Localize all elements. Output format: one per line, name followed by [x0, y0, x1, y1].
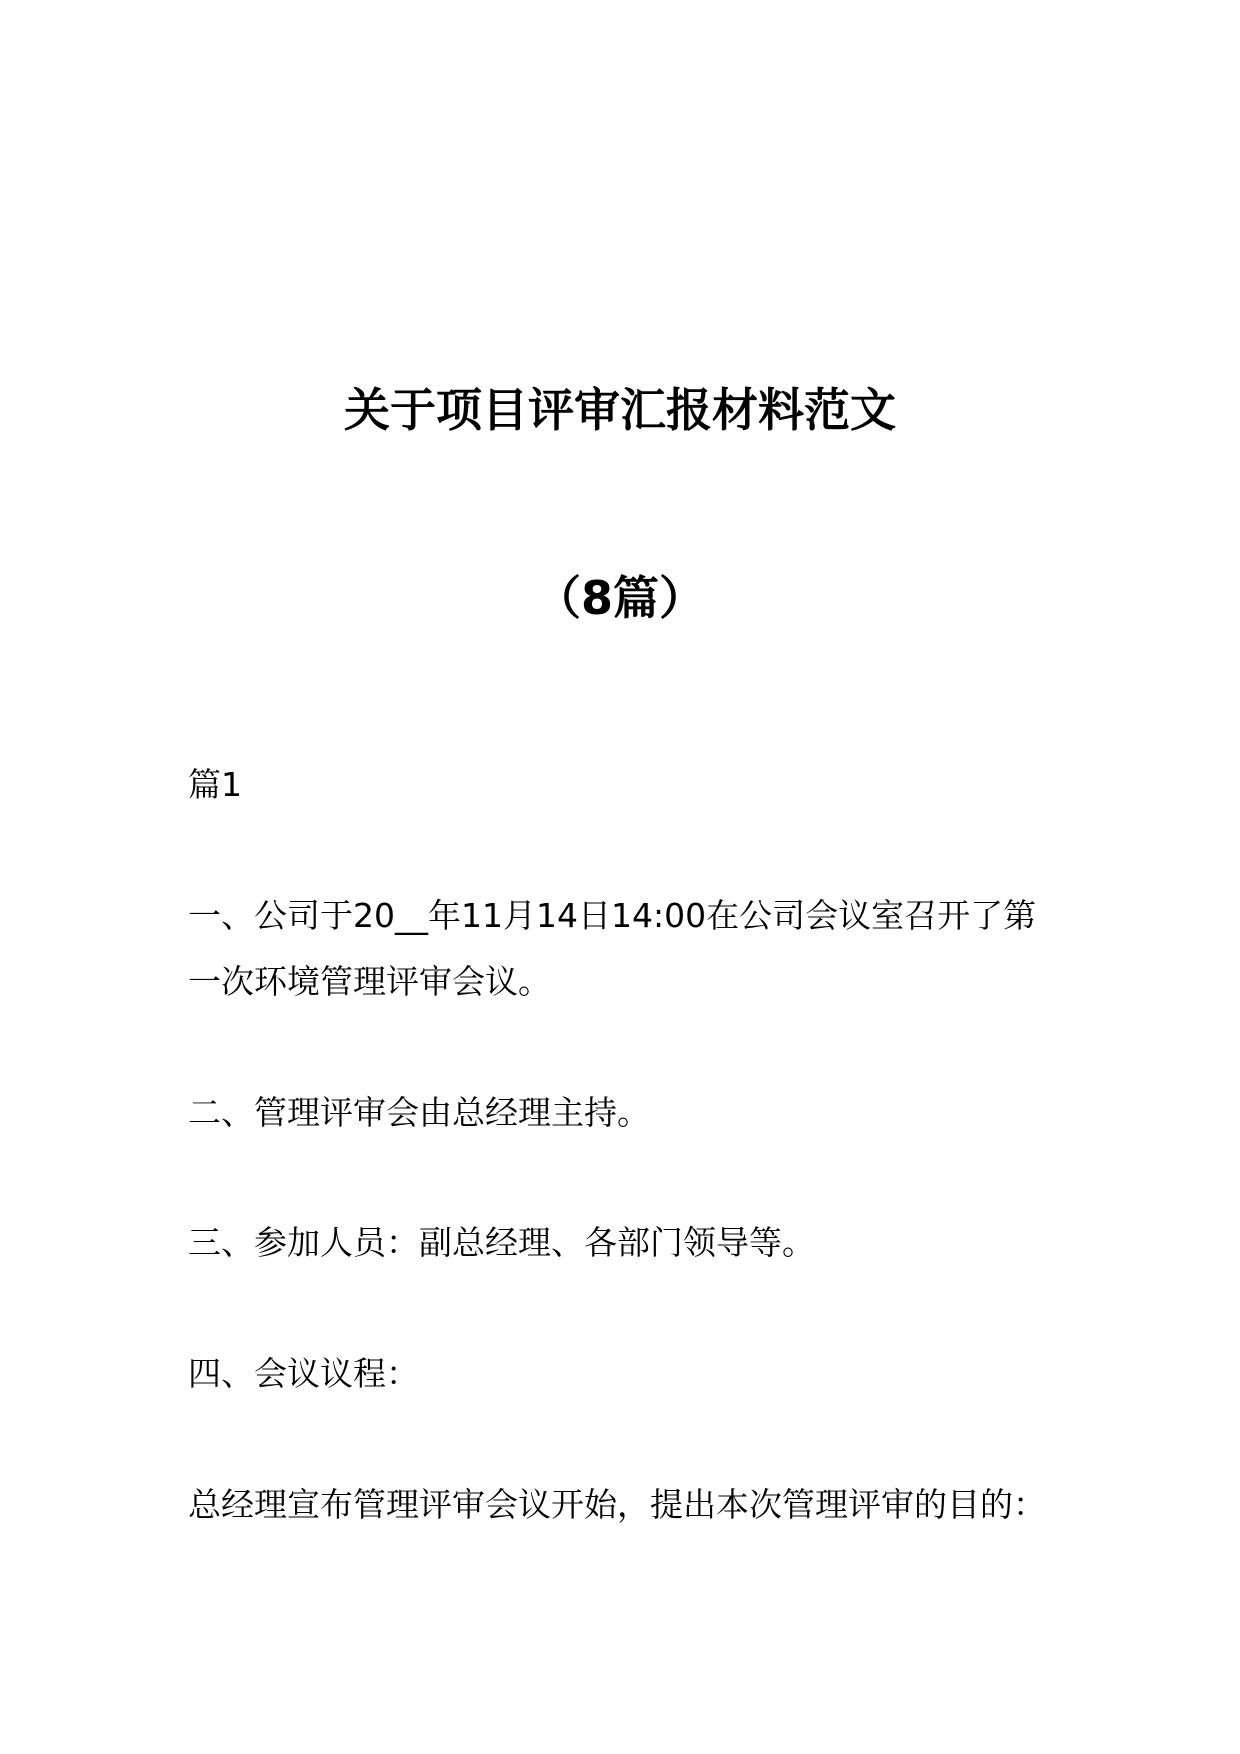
section-label: 篇1: [188, 765, 242, 804]
paragraph-4: 四、会议议程：: [188, 1354, 419, 1393]
paragraph-2: 二、管理评审会由总经理主持。: [188, 1093, 650, 1132]
paragraph-1: 一、公司于20__年11月14日14:00在公司会议室召开了第一次环境管理评审会议。: [188, 896, 1037, 1001]
paragraph-3: 三、参加人员：副总经理、各部门领导等。: [188, 1223, 815, 1262]
document-title: 关于项目评审汇报材料范文: [344, 383, 896, 437]
paragraph-5: 总经理宣布管理评审会议开始，提出本次管理评审的目的：: [188, 1485, 1046, 1524]
document-subtitle: （8篇）: [534, 571, 705, 625]
